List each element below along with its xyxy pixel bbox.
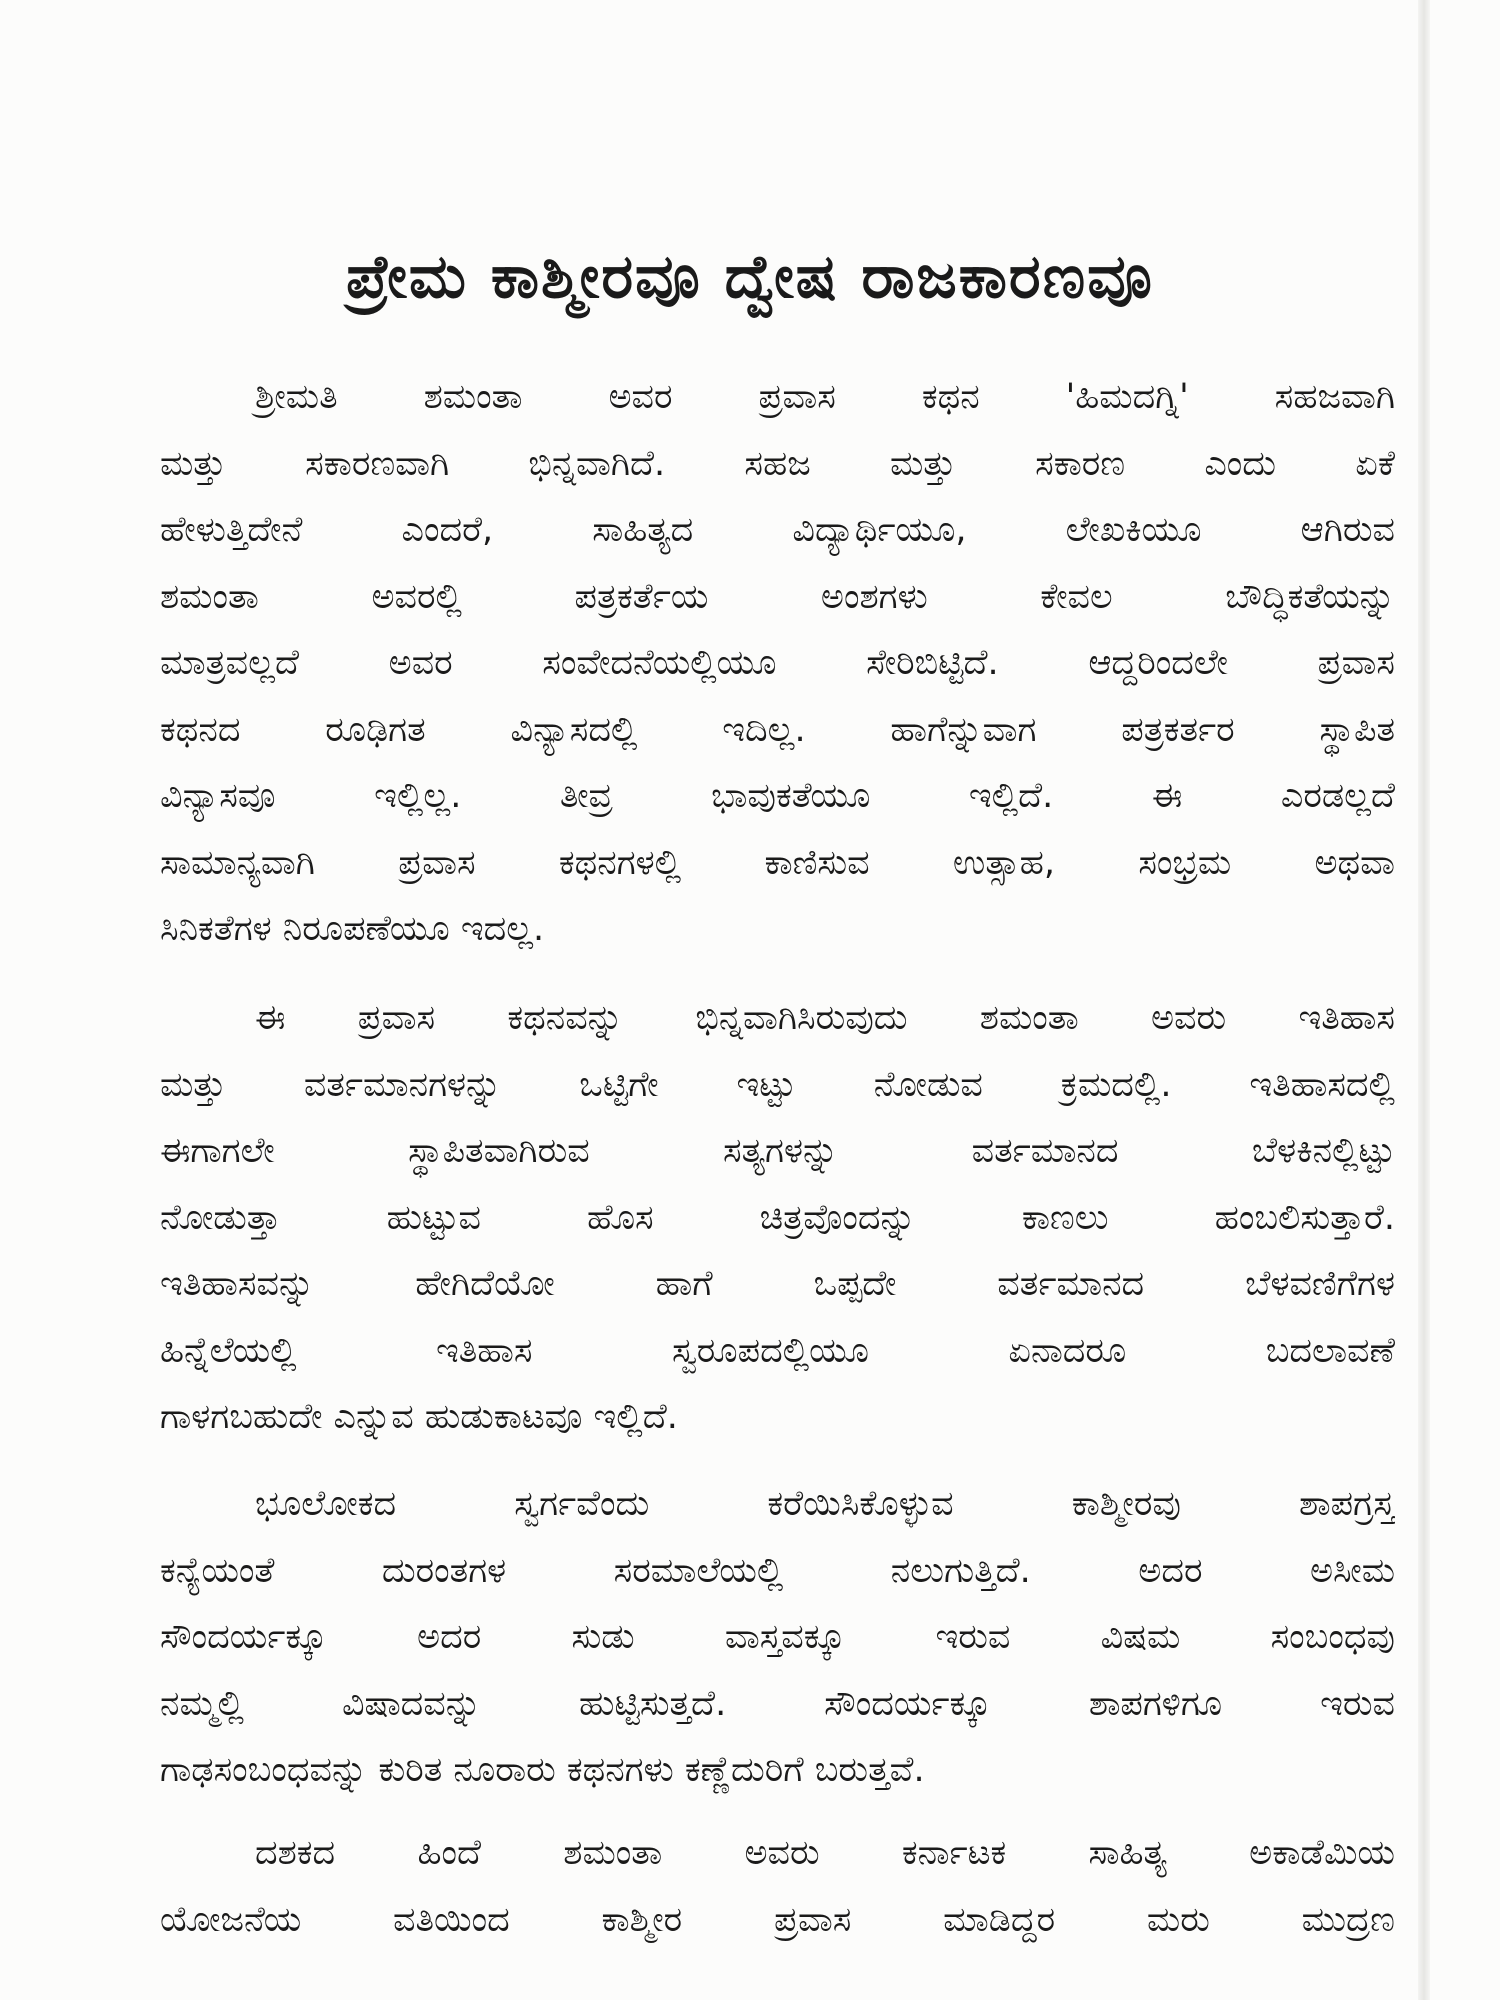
text-line: ಶ್ರೀಮತಿ ಶಮಂತಾ ಅವರ ಪ್ರವಾಸ ಕಥನ 'ಹಿಮದಗ್ನಿ' ಸಹಜವಾಗಿ (255, 377, 1395, 417)
text-line: ಗಾಳಗಬಹುದೇ ಎನ್ನುವ ಹುಡುಕಾಟವೂ ಇಲ್ಲಿದೆ. (160, 1397, 678, 1437)
page-title: ಪ್ರೇಮ ಕಾಶ್ಮೀರವೂ ದ್ವೇಷ ರಾಜಕಾರಣವೂ (346, 242, 1154, 313)
text-line: ಭೂಲೋಕದ ಸ್ವರ್ಗವೆಂದು ಕರೆಯಿಸಿಕೊಳ್ಳುವ ಕಾಶ್ಮೀರವು ಶಾಪಗ್ರಸ್ತ (255, 1484, 1395, 1524)
text-line: ಈ ಪ್ರವಾಸ ಕಥನವನ್ನು ಭಿನ್ನವಾಗಿಸಿರುವುದು ಶಮಂತಾ ಅವರು ಇತಿಹಾಸ (255, 998, 1395, 1038)
text-line: ಇತಿಹಾಸವನ್ನು ಹೇಗಿದೆಯೋ ಹಾಗೆ ಒಪ್ಪದೇ ವರ್ತಮಾನದ ಬೆಳವಣಿಗೆಗಳ (160, 1264, 1395, 1304)
text-line: ಕನ್ಯೆಯಂತೆ ದುರಂತಗಳ ಸರಮಾಲೆಯಲ್ಲಿ ನಲುಗುತ್ತಿದೆ. ಅದರ ಅಸೀಮ (160, 1550, 1395, 1591)
text-line: ನೋಡುತ್ತಾ ಹುಟ್ಟುವ ಹೊಸ ಚಿತ್ರವೊಂದನ್ನು ಕಾಣಲು ಹಂಬಲಿಸುತ್ತಾರೆ. (160, 1197, 1395, 1238)
text-line: ಹೇಳುತ್ತಿದೇನೆ ಎಂದರೆ, ಸಾಹಿತ್ಯದ ವಿದ್ಯಾರ್ಥಿಯೂ, ಲೇಖಕಿಯೂ ಆಗಿರುವ (160, 510, 1395, 550)
text-line: ವಿನ್ಯಾಸವೂ ಇಲ್ಲಿಲ್ಲ. ತೀವ್ರ ಭಾವುಕತೆಯೂ ಇಲ್ಲಿದೆ. ಈ ಎರಡಲ್ಲದೆ (160, 776, 1395, 816)
text-line: ದಶಕದ ಹಿಂದೆ ಶಮಂತಾ ಅವರು ಕರ್ನಾಟಕ ಸಾಹಿತ್ಯ ಅಕಾಡೆಮಿಯ (255, 1833, 1395, 1873)
text-line: ಶಮಂತಾ ಅವರಲ್ಲಿ ಪತ್ರಕರ್ತೆಯ ಅಂಶಗಳು ಕೇವಲ ಬೌದ್ಧಿಕತೆಯನ್ನು (160, 576, 1395, 617)
text-line: ಮತ್ತು ವರ್ತಮಾನಗಳನ್ನು ಒಟ್ಟಿಗೇ ಇಟ್ಟು ನೋಡುವ ಕ್ರಮದಲ್ಲಿ. ಇತಿಹಾಸದಲ್ಲಿ (160, 1064, 1395, 1105)
text-line: ಮಾತ್ರವಲ್ಲದೆ ಅವರ ಸಂವೇದನೆಯಲ್ಲಿಯೂ ಸೇರಿಬಿಟ್ಟಿದೆ. ಆದ್ದರಿಂದಲೇ ಪ್ರವಾಸ (160, 643, 1395, 683)
text-line: ಸಿನಿಕತೆಗಳ ನಿರೂಪಣೆಯೂ ಇದಲ್ಲ. (160, 909, 545, 949)
text-line: ಸಾಮಾನ್ಯವಾಗಿ ಪ್ರವಾಸ ಕಥನಗಳಲ್ಲಿ ಕಾಣಿಸುವ ಉತ್ಸಾಹ, ಸಂಭ್ರಮ ಅಥವಾ (160, 842, 1395, 883)
text-line: ಯೋಜನೆಯ ವತಿಯಿಂದ ಕಾಶ್ಮೀರ ಪ್ರವಾಸ ಮಾಡಿದ್ದರ ಮರು ಮುದ್ರಣ (160, 1899, 1395, 1940)
paragraph-2 (160, 985, 1395, 1451)
text-line: ಹಿನ್ನೆಲೆಯಲ್ಲಿ ಇತಿಹಾಸ ಸ್ವರೂಪದಲ್ಲಿಯೂ ಏನಾದರೂ ಬದಲಾವಣೆ (160, 1330, 1395, 1371)
text-line: ಮತ್ತು ಸಕಾರಣವಾಗಿ ಭಿನ್ನವಾಗಿದೆ. ಸಹಜ ಮತ್ತು ಸಕಾರಣ ಎಂದು ಏಕೆ (160, 443, 1395, 484)
text-line: ನಮ್ಮಲ್ಲಿ ವಿಷಾದವನ್ನು ಹುಟ್ಟಿಸುತ್ತದೆ. ಸೌಂದರ್ಯಕ್ಕೂ ಶಾಪಗಳಿಗೂ ಇರುವ (160, 1683, 1395, 1724)
text-line: ಗಾಢಸಂಬಂಧವನ್ನು ಕುರಿತ ನೂರಾರು ಕಥನಗಳು ಕಣ್ಣೆದುರಿಗೆ ಬರುತ್ತವೆ. (160, 1750, 925, 1790)
text-line: ಕಥನದ ರೂಢಿಗತ ವಿನ್ಯಾಸದಲ್ಲಿ ಇದಿಲ್ಲ. ಹಾಗೆನ್ನುವಾಗ ಪತ್ರಕರ್ತರ ಸ್ಥಾಪಿತ (160, 709, 1395, 750)
paragraph-1 (160, 364, 1395, 963)
text-line: ಸೌಂದರ್ಯಕ್ಕೂ ಅದರ ಸುಡು ವಾಸ್ತವಕ್ಕೂ ಇರುವ ವಿಷಮ ಸಂಬಂಧವು (160, 1617, 1395, 1657)
paragraph-3 (160, 1471, 1395, 1804)
paragraph-4 (160, 1820, 1395, 1953)
text-line: ಈಗಾಗಲೇ ಸ್ಥಾಪಿತವಾಗಿರುವ ಸತ್ಯಗಳನ್ನು ವರ್ತಮಾನದ ಬೆಳಕಿನಲ್ಲಿಟ್ಟು (160, 1131, 1395, 1171)
